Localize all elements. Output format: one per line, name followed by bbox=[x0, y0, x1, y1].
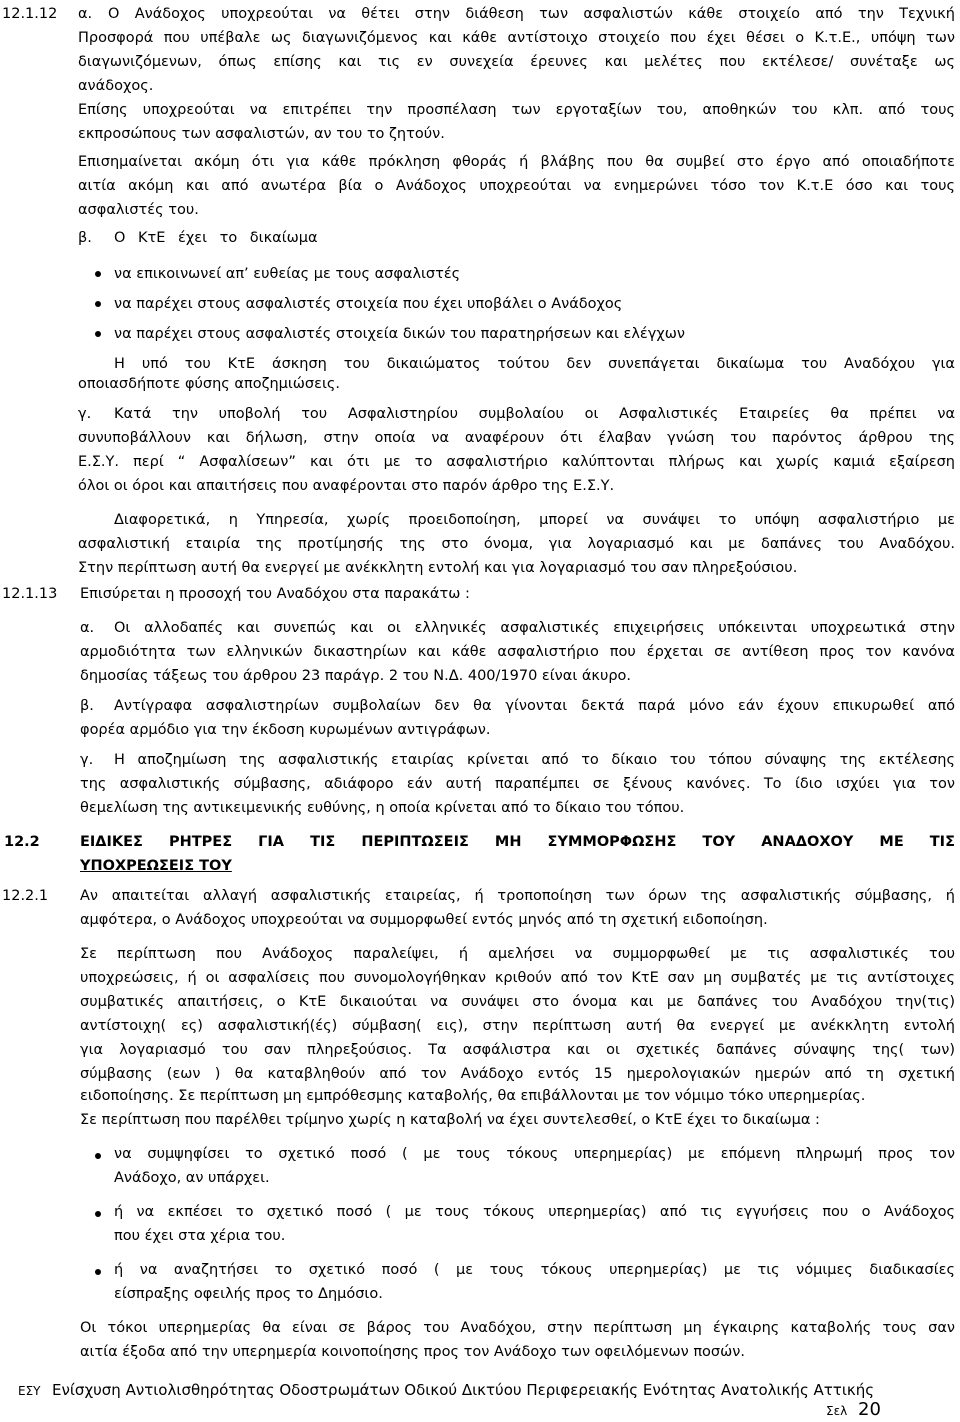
paragraph-line: Ε.Σ.Υ. περί “ Ασφαλίσεων” και ότι με το ασφαλιστήριο καλύπτονται πλήρως και χωρίς καμιά εξαίρεση bbox=[78, 454, 955, 470]
paragraph-line: Αν απαιτείται αλλαγή ασφαλιστικής εταιρείας, ή τροποποίηση των όρων της ασφαλιστικής σύμβασης, ή bbox=[80, 888, 955, 904]
bullet-icon bbox=[95, 331, 101, 337]
paragraph-line: δημοσίας τάξεως του άρθρου 23 παράγρ. 2 του Ν.Δ. 400/1970 είναι άκυρο. bbox=[80, 668, 632, 684]
bullet-item: ή να αναζητήσει το σχετικό ποσό ( με τους τόκους υπερημερίας) με τις νόμιμες διαδικασίες bbox=[114, 1262, 955, 1278]
paragraph-line: Στην περίπτωση αυτή θα ενεργεί με ανέκκλητη εντολή και για λογαριασμό του σαν πληρεξούσιου. bbox=[78, 560, 798, 576]
paragraph-line: Αντίγραφα ασφαλιστηρίων συμβολαίων δεν θα γίνονται δεκτά παρά μόνο εάν έχουν επικυρωθεί από bbox=[114, 698, 955, 714]
paragraph-line: Σε περίπτωση που Ανάδοχος παραλείψει, ή αμελήσει να συμμορφωθεί με τις ασφαλιστικές του bbox=[80, 946, 955, 962]
paragraph-line: Σε περίπτωση που παρέλθει τρίμηνο χωρίς η καταβολή να έχει συντελεσθεί, ο ΚτΕ έχει το δικαίωμα : bbox=[80, 1112, 820, 1128]
paragraph-line: Προσφορά που υπέβαλε ως διαγωνιζόμενος και κάθε αντίστοιχο στοιχείο που έχει θέσει ο Κ.τ.Ε., υπόψη των bbox=[78, 30, 955, 46]
page-number: 20 bbox=[858, 1399, 881, 1420]
item-label-b: β. bbox=[78, 230, 92, 246]
paragraph-line: Διαφορετικά, η Υπηρεσία, χωρίς προειδοποίηση, μπορεί να συνάψει το υπόψη ασφαλιστήριο με bbox=[114, 512, 955, 528]
paragraph-line: διαγωνιζόμενων, όπως επίσης και τις εν συνεχεία έρευνες και μελέτες που εκτέλεσε/ συνέταξε ως bbox=[78, 54, 955, 70]
paragraph-line: Οι αλλοδαπές και συνεπώς και οι ελληνικές ασφαλιστικές επιχειρήσεις υπόκεινται υποχρεωτικά στην bbox=[114, 620, 955, 636]
paragraph-line: συνυποβάλλουν και δήλωση, στην οποία να αναφέρουν ότι έλαβαν γνώση του παρόντος άρθρου της bbox=[78, 430, 955, 446]
bullet-item: ή να εκπέσει το σχετικό ποσό ( με τους τόκους υπερημερίας) από τις εγγυήσεις που ο Ανάδοχος bbox=[114, 1204, 955, 1220]
section-number: 12.1.13 bbox=[2, 586, 58, 602]
page-label: Σελ bbox=[826, 1404, 848, 1418]
paragraph-line: Επισημαίνεται ακόμη ότι για κάθε πρόκληση φθοράς ή βλάβης που θα συμβεί στο έργο από οποιαδήποτε bbox=[78, 154, 955, 170]
paragraph-line: φορέα αρμόδιο για την έκδοση κυρωμένων αντιγράφων. bbox=[80, 722, 491, 738]
section-intro: Επισύρεται η προσοχή του Αναδόχου στα παρακάτω : bbox=[80, 586, 470, 602]
item-label-c: γ. bbox=[80, 752, 94, 768]
paragraph-line: σύμβασης (εων ) θα καταβληθούν από τον Ανάδοχο εντός 15 ημερολογιακών ημερών από τη σχετική bbox=[80, 1066, 955, 1082]
item-label-a: α. bbox=[80, 620, 95, 636]
section-number: 12.1.12 bbox=[2, 6, 58, 22]
section-heading-underlined: ΥΠΟΧΡΕΩΣΕΙΣ ΤΟΥ bbox=[80, 858, 232, 874]
paragraph-line: Ο Ανάδοχος υποχρεούται να θέτει στην διάθεση των ασφαλιστών κάθε στοιχείο από την Τεχνική bbox=[108, 6, 955, 22]
bullet-item: να παρέχει στους ασφαλιστές στοιχεία δικών του παρατηρήσεων και ελέγχων bbox=[114, 326, 685, 342]
paragraph-line: Η αποζημίωση της ασφαλιστικής εταιρίας κρίνεται από το δίκαιο του τόπου σύναψης της εκτέλεσης bbox=[114, 752, 955, 768]
paragraph-line: αιτία ακόμη και από ανωτέρα βία ο Ανάδοχος υποχρεούται να ενημερώνει τόσο τον Κ.τ.Ε όσο και τους bbox=[78, 178, 955, 194]
paragraph-line: ασφαλιστές του. bbox=[78, 202, 199, 218]
footer-prefix: ΕΣΥ bbox=[18, 1384, 41, 1398]
section-number: 12.2.1 bbox=[2, 888, 49, 904]
bullet-item: να επικοινωνεί απ’ ευθείας με τους ασφαλιστές bbox=[114, 266, 461, 282]
bullet-icon bbox=[95, 271, 101, 277]
bullet-icon bbox=[95, 1211, 101, 1217]
bullet-icon bbox=[95, 1269, 101, 1275]
paragraph-line: αρμοδιότητα των ελληνικών δικαστηρίων και κάθε ασφαλιστήριο που έρχεται σε αντίθεση προς τον κανόνα bbox=[80, 644, 955, 660]
item-b-intro: Ο ΚτΕ έχει το δικαίωμα bbox=[114, 230, 318, 246]
paragraph-line: αιτία έξοδα από την υπερημερία κοινοποίησης προς τον Ανάδοχο των οφειλόμενων ποσών. bbox=[80, 1344, 745, 1360]
paragraph-line: εκπροσώπους των ασφαλιστών, αν του το ζητούν. bbox=[78, 126, 445, 142]
paragraph-line: αμφότερα, ο Ανάδοχος υποχρεούται να συμμορφωθεί εντός μηνός από τη σχετική ειδοποίηση. bbox=[80, 912, 768, 928]
footer-title: Ενίσχυση Αντιολισθηρότητας Οδοστρωμάτων Οδικού Δικτύου Περιφερειακής Ενότητας Ανατολικής Αττικής bbox=[52, 1381, 875, 1399]
paragraph-line: θεμελίωση της αντικειμενικής ευθύνης, η οποία κρίνεται από το δίκαιο του τόπου. bbox=[80, 800, 685, 816]
paragraph-line: συμβατικές απαιτήσεις, ο ΚτΕ δικαιούται να συνάψει στο όνομα και με δαπάνες του Αναδόχου την(τις) bbox=[80, 994, 955, 1010]
paragraph-line: της ασφαλιστικής σύμβασης, αδιάφορο εάν αυτή παραπέμπει σε ξένους κανόνες. Το ίδιο ισχύει για τον bbox=[80, 776, 955, 792]
bullet-item: να παρέχει στους ασφαλιστές στοιχεία που έχει υποβάλει ο Ανάδοχος bbox=[114, 296, 623, 312]
item-label-c: γ. bbox=[78, 406, 92, 422]
paragraph-line: όλοι οι όροι και απαιτήσεις που αναφέρονται στο παρόν άρθρο της Ε.Σ.Υ. bbox=[78, 478, 615, 494]
paragraph-line: οποιασδήποτε φύσης αποζημιώσεις. bbox=[78, 376, 340, 392]
paragraph-line: υποχρεώσεις, ή οι ασφαλίσεις που συνομολογήθηκαν κριθούν από τον ΚτΕ σαν μη συμβατές με τις αντίστοιχες bbox=[80, 970, 955, 986]
bullet-item: Ανάδοχο, αν υπάρχει. bbox=[114, 1170, 270, 1186]
item-label-b: β. bbox=[80, 698, 94, 714]
paragraph-line: ειδοποίησης. Σε περίπτωση μη εμπρόθεσμης καταβολής, θα επιβάλλονται με τον νόμιμο τόκο υπερημερίας. bbox=[80, 1088, 866, 1104]
item-label-a: α. bbox=[78, 6, 93, 22]
bullet-icon bbox=[95, 301, 101, 307]
paragraph-line: Κατά την υποβολή του Ασφαλιστηρίου συμβολαίου οι Ασφαλιστικές Εταιρείες θα πρέπει να bbox=[114, 406, 955, 422]
paragraph-line: Η υπό του ΚτΕ άσκηση του δικαιώματος τούτου δεν συνεπάγεται δικαίωμα του Αναδόχου για bbox=[114, 356, 955, 372]
bullet-item: είσπραξης οφειλής προς το Δημόσιο. bbox=[114, 1286, 383, 1302]
paragraph-line: ασφαλιστική εταιρία της προτίμησής της στο όνομα, για λογαριασμό και με δαπάνες του Αναδόχου. bbox=[78, 536, 955, 552]
paragraph-line: Επίσης υποχρεούται να επιτρέπει την προσπέλαση των εργοταξίων του, αποθηκών του κλπ. από τους bbox=[78, 102, 955, 118]
paragraph-line: για λογαριασμό του σαν πληρεξούσιος. Τα ασφάλιστρα και οι σχετικές δαπάνες σύναψης της( των) bbox=[80, 1042, 955, 1058]
paragraph-line: αντίστοιχη( ες) ασφαλιστική(ές) σύμβαση( εις), στην περίπτωση αυτή θα ενεργεί με ανέκκλητη εντολή bbox=[80, 1018, 955, 1034]
section-heading: ΕΙΔΙΚΕΣ ΡΗΤΡΕΣ ΓΙΑ ΤΙΣ ΠΕΡΙΠΤΩΣΕΙΣ ΜΗ ΣΥΜΜΟΡΦΩΣΗΣ ΤΟΥ ΑΝΑΔΟΧΟΥ ΜΕ ΤΙΣ bbox=[80, 834, 955, 850]
paragraph-line: ανάδοχος. bbox=[78, 78, 154, 94]
paragraph-line: Οι τόκοι υπερημερίας θα είναι σε βάρος του Αναδόχου, στην περίπτωση μη έγκαιρης καταβολής τους σαν bbox=[80, 1320, 955, 1336]
bullet-item: να συμψηφίσει το σχετικό ποσό ( με τους τόκους υπερημερίας) με επόμενη πληρωμή προς τον bbox=[114, 1146, 955, 1162]
bullet-icon bbox=[95, 1153, 101, 1159]
section-number: 12.2 bbox=[4, 834, 40, 850]
section-heading bbox=[80, 855, 955, 877]
bullet-item: που έχει στα χέρια του. bbox=[114, 1228, 286, 1244]
